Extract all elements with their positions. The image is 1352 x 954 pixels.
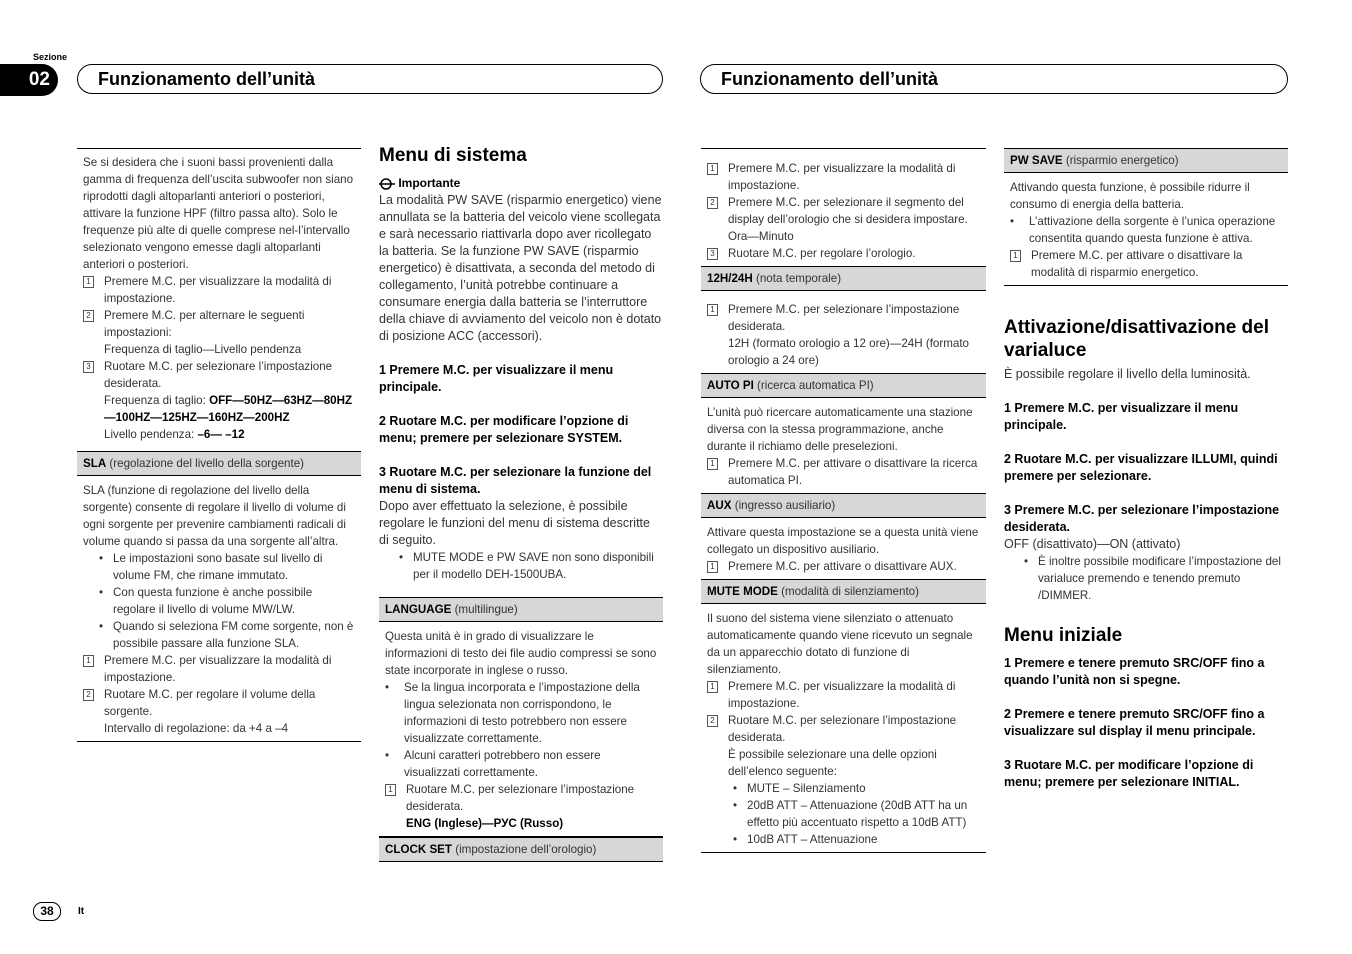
step-2: 2 Ruotare M.C. per modificare l’opzione di menu; premere per selezionare SYSTEM. <box>379 414 629 445</box>
initial-step-1: 1 Premere e tenere premuto SRC/OFF fino a quando l’unità non si spegne. <box>1004 656 1265 687</box>
column-2 <box>379 144 663 862</box>
sla-bar: SLA (regolazione del livello della sorgente) <box>77 451 361 476</box>
list-item: 1 Premere M.C. per visualizzare la modalità di impostazione. <box>707 678 980 712</box>
page-number: 38 <box>33 902 61 921</box>
mute-mode-bar: MUTE MODE (modalità di silenziamento) <box>701 579 986 604</box>
list-item: 1 Premere M.C. per visualizzare la modalità di impostazione. <box>83 652 355 686</box>
list-item: 2 Ruotare M.C. per selezionare l’impostazione desiderata. È possibile selezionare una delle opzioni dell’elenco seguente: <box>707 712 980 780</box>
dimmer-title: Attivazione/disattivazione del varialuce <box>1004 317 1269 361</box>
list-item: 2 Premere M.C. per selezionare il segmento del display dell’orologio che si desidera impostare. Ora—Minuto <box>707 194 980 245</box>
important-text: La modalità PW SAVE (risparmio energetico) viene annullata se la batteria del veicolo viene scollegata e sarà necessario riattivarla dopo aver ricollegato la batteria. Se la funzione PW SAVE (risparmio energetico) è disattivata, a seconda del metodo di collegamento, l’unità potrebbe continuare a consumare energia dalla batteria se l’interruttore della chiave di avviamento del veicolo non è dotato di posizione ACC (accessori). <box>379 193 662 343</box>
clock-set-bar: CLOCK SET (impostazione dell’orologio) <box>379 837 663 862</box>
sla-desc: SLA (funzione di regolazione del livello della sorgente) consente di regolare il livello di volume di ogni sorgente per prevenire cambiamenti radicali di volume quando si passa da una sorgente all’altra. <box>83 484 346 548</box>
dimmer-step-3: 3 Premere M.C. per selezionare l’impostazione desiderata. <box>1004 503 1280 534</box>
list-item: 3 Ruotare M.C. per regolare l’orologio. <box>707 245 980 262</box>
language-desc: Questa unità è in grado di visualizzare le informazioni di testo dei file audio compressi se sono state incorporate in inglese o russo. <box>385 630 657 677</box>
section-label: Sezione <box>33 52 68 62</box>
list-item: 1 Premere M.C. per selezionare l’impostazione desiderata. 12H (formato orologio a 12 ore)—24H (formato orologio a 24 ore) <box>707 301 980 369</box>
initial-step-2: 2 Premere e tenere premuto SRC/OFF fino a visualizzare sul display il menu principale. <box>1004 707 1265 738</box>
auto-pi-desc: L’unità può ricercare automaticamente una stazione diversa con la stessa programmazione, anche durante il richiamo delle preselezioni. <box>707 406 973 453</box>
language-bar: LANGUAGE (multilingue) <box>379 597 663 622</box>
column-4 <box>1004 148 1288 791</box>
list-item: • MUTE – Silenziamento <box>733 782 866 795</box>
list-item: • 10dB ATT – Attenuazione <box>733 833 878 846</box>
list-item: 1 Premere M.C. per attivare o disattivare AUX. <box>707 558 980 575</box>
list-item: • MUTE MODE e PW SAVE non sono disponibili per il modello DEH-1500UBA. <box>399 551 654 581</box>
step-3-body: Dopo aver effettuato la selezione, è possibile regolare le funzioni del menu di sistema descritte di seguito. <box>379 499 650 547</box>
list-item: • Se la lingua incorporata e l’impostazione della lingua selezionata non corrispondono, le informazioni di testo potrebbero non essere visualizzate correttamente. <box>385 681 640 745</box>
pw-save-bar: PW SAVE (risparmio energetico) <box>1004 148 1288 173</box>
list-item: • L’attivazione della sorgente è l’unica operazione consentita quando questa funzione è attiva. <box>1010 215 1276 245</box>
column-3 <box>701 148 986 853</box>
pw-save-desc: Attivando questa funzione, è possibile ridurre il consumo di energia della batteria. <box>1010 181 1250 211</box>
important-note: Importante <box>379 175 663 192</box>
aux-desc: Attivare questa impostazione se a questa unità viene collegato un dispositivo ausiliario. <box>707 526 979 556</box>
list-item: 2 Ruotare M.C. per regolare il volume della sorgente. Intervallo di regolazione: da +4 a –4 <box>83 686 355 737</box>
12h-24h-bar: 12H/24H (nota temporale) <box>701 266 986 291</box>
list-item: • Quando si seleziona FM come sorgente, non è possibile passare alla funzione SLA. <box>99 620 354 650</box>
list-item: • Le impostazioni sono basate sul livello di volume FM, che rimane immutato. <box>99 552 323 582</box>
dimmer-options: OFF (disattivato)—ON (attivato) <box>1004 537 1181 551</box>
important-icon <box>379 178 395 190</box>
list-item: 1 Premere M.C. per visualizzare la modalità di impostazione. <box>83 273 355 307</box>
system-menu-title: Menu di sistema <box>379 145 527 166</box>
list-item: • 20dB ATT – Attenuazione (20dB ATT ha un effetto più accentuato rispetto a 10dB ATT) <box>733 799 968 829</box>
right-header-title: Funzionamento dell’unità <box>700 64 1288 94</box>
column-1 <box>77 148 361 742</box>
list-item: • È inoltre possibile modificare l’impostazione del varialuce premendo e tenendo premuto /DIMMER. <box>1024 555 1281 602</box>
hpf-intro: Se si desidera che i suoni bassi provenienti dalla gamma di frequenza dell’uscita subwoofer non siano riprodotti dagli altoparlanti anteriori o posteriori, attivare la funzione HPF (filtro passa alto). Solo le frequenze più alte di quelle comprese nel-l’intervallo selezionato vengono emesse dagli altoparlanti anteriori o posteriori. <box>83 156 354 271</box>
initial-step-3: 3 Ruotare M.C. per modificare l’opzione di menu; premere per selezionare INITIAL. <box>1004 758 1254 789</box>
dimmer-step-1: 1 Premere M.C. per visualizzare il menu principale. <box>1004 401 1239 432</box>
dimmer-desc: È possibile regolare il livello della luminosità. <box>1004 367 1251 381</box>
list-item: 1 Premere M.C. per attivare o disattivare la modalità di risparmio energetico. <box>1010 247 1282 281</box>
section-number: 02 <box>0 64 58 96</box>
list-item: 1 Premere M.C. per visualizzare la modalità di impostazione. <box>707 160 980 194</box>
auto-pi-bar: AUTO PI (ricerca automatica PI) <box>701 373 986 398</box>
list-item: 1 Premere M.C. per attivare o disattivare la ricerca automatica PI. <box>707 455 980 489</box>
list-item: 3 Ruotare M.C. per selezionare l’impostazione desiderata. Frequenza di taglio: OFF—50HZ—63HZ—80HZ—100HZ—125HZ—160HZ—200HZ Livello pendenza: –6— –12 <box>83 358 355 443</box>
mute-desc: Il suono del sistema viene silenziato o attenuato automaticamente quando viene ricevuto un segnale da un apparecchio dotato di funzione di silenziamento. <box>707 612 973 676</box>
step-1: 1 Premere M.C. per visualizzare il menu principale. <box>379 363 614 394</box>
language-code: It <box>78 906 85 917</box>
left-header-title: Funzionamento dell’unità <box>77 64 663 94</box>
list-item: 1 Ruotare M.C. per selezionare l’impostazione desiderata. ENG (Inglese)—РУС (Russo) <box>385 781 657 832</box>
initial-menu-title: Menu iniziale <box>1004 625 1123 646</box>
aux-bar: AUX (ingresso ausiliario) <box>701 493 986 518</box>
list-item: • Alcuni caratteri potrebbero non essere visualizzati correttamente. <box>385 749 601 779</box>
list-item: 2 Premere M.C. per alternare le seguenti impostazioni: Frequenza di taglio—Livello pendenza <box>83 307 355 358</box>
dimmer-step-2: 2 Ruotare M.C. per visualizzare ILLUMI, quindi premere per selezionare. <box>1004 452 1278 483</box>
step-3: 3 Ruotare M.C. per selezionare la funzione del menu di sistema. <box>379 465 652 496</box>
list-item: • Con questa funzione è anche possibile regolare il livello di volume MW/LW. <box>99 586 313 616</box>
